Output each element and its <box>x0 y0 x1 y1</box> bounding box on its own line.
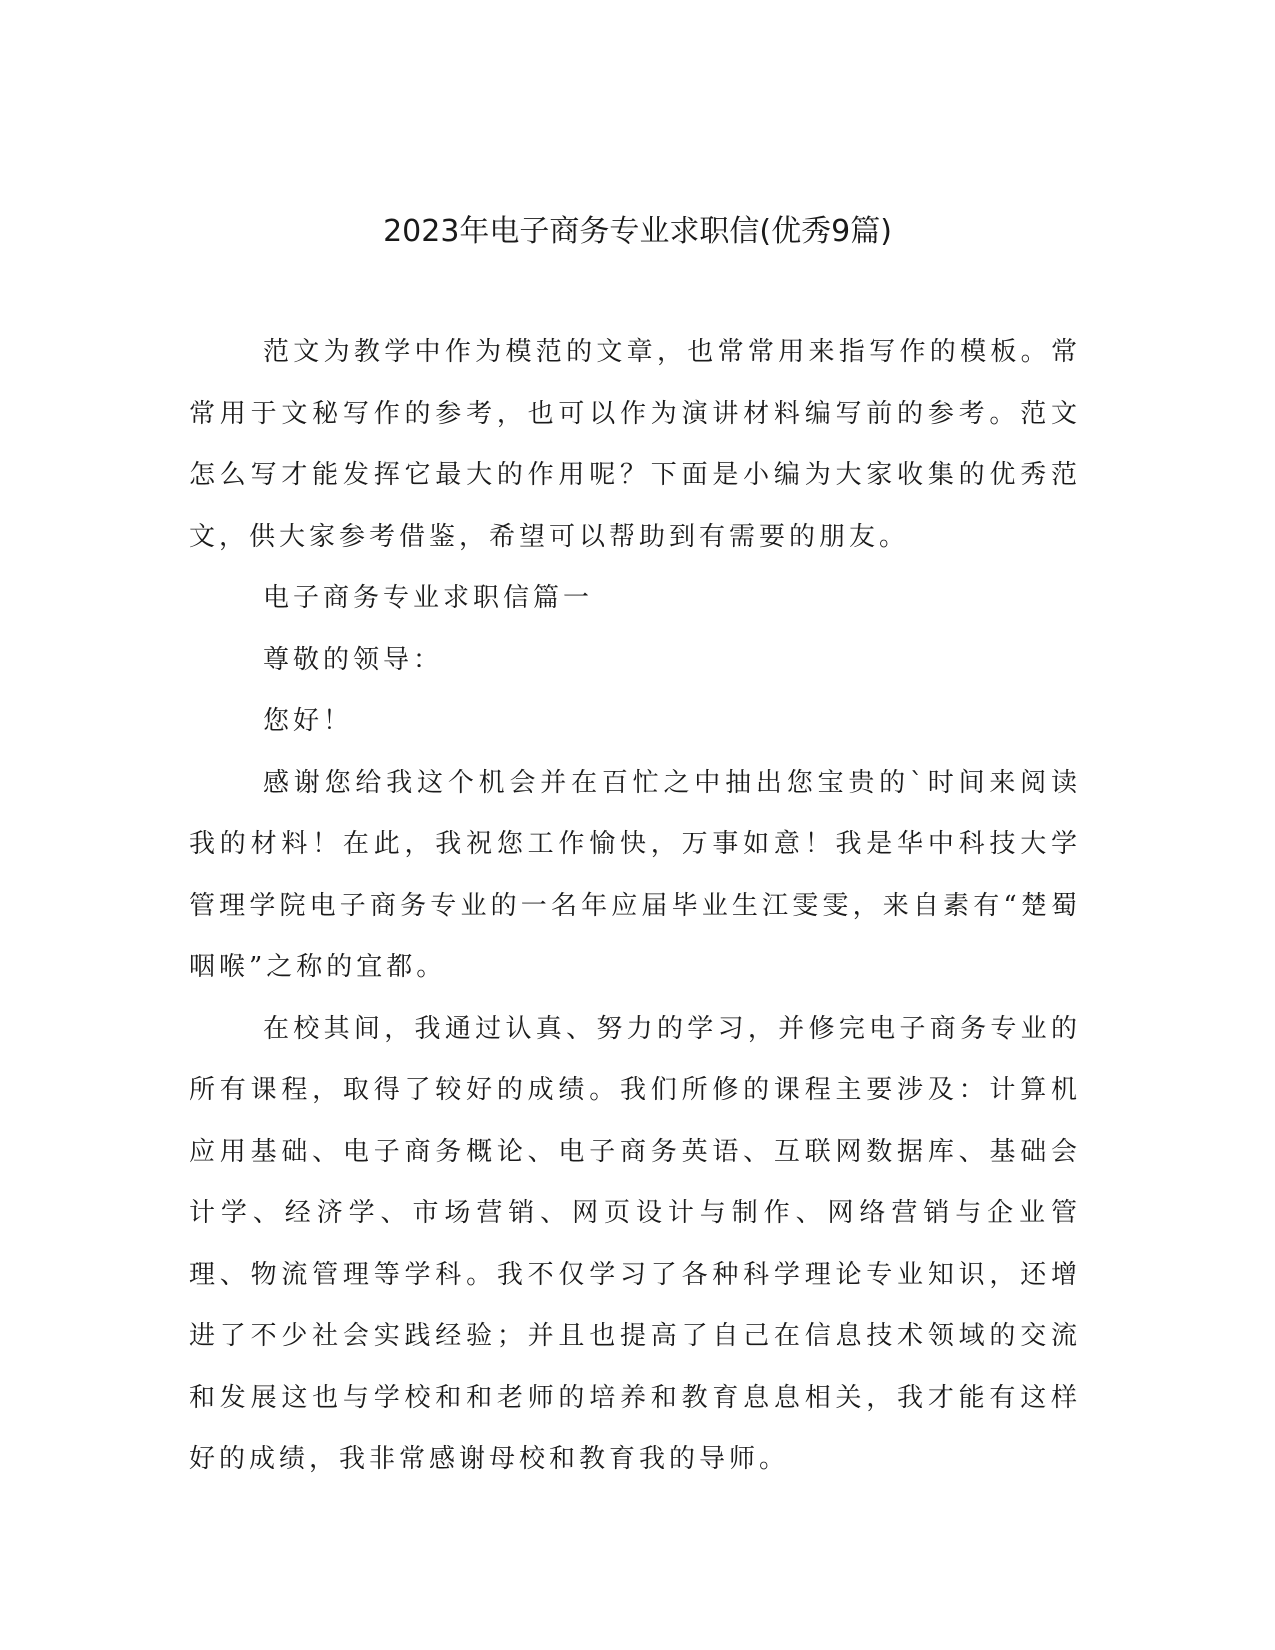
section-heading: 电子商务专业求职信篇一 <box>263 583 594 613</box>
document-body <box>189 322 1081 1491</box>
letter-paragraph-study: 在校其间，我通过认真、努力的学习，并修完电子商务专业的所有课程，取得了较好的成绩。我们所修的课程主要涉及：计算机应用基础、电子商务概论、电子商务英语、互联网数据库、基础会计学、经济学、市场营销、网页设计与制作、网络营销与企业管理、物流管理等学科。我不仅学习了各种科学理论专业知识，还增进了不少社会实践经验；并且也提高了自己在信息技术领域的交流和发展这也与学校和和老师的培养和教育息息相关，我才能有这样好的成绩，我非常感谢母校和教育我的导师。 <box>189 1013 1081 1474</box>
intro-paragraph: 范文为教学中作为模范的文章，也常常用来指写作的模板。常常用于文秘写作的参考，也可以作为演讲材料编写前的参考。范文怎么写才能发挥它最大的作用呢？下面是小编为大家收集的优秀范文，供大家参考借鉴，希望可以帮助到有需要的朋友。 <box>189 337 1081 552</box>
letter-paragraph-intro: 感谢您给我这个机会并在百忙之中抽出您宝贵的`时间来阅读我的材料！在此，我祝您工作愉快，万事如意！我是华中科技大学管理学院电子商务专业的一名年应届毕业生江雯雯，来自素有“楚蜀咽喉”之称的宜都。 <box>189 767 1081 982</box>
document-title: 2023年电子商务专业求职信(优秀9篇) <box>383 214 892 249</box>
greeting: 您好！ <box>263 706 354 736</box>
salutation: 尊敬的领导： <box>263 644 444 675</box>
